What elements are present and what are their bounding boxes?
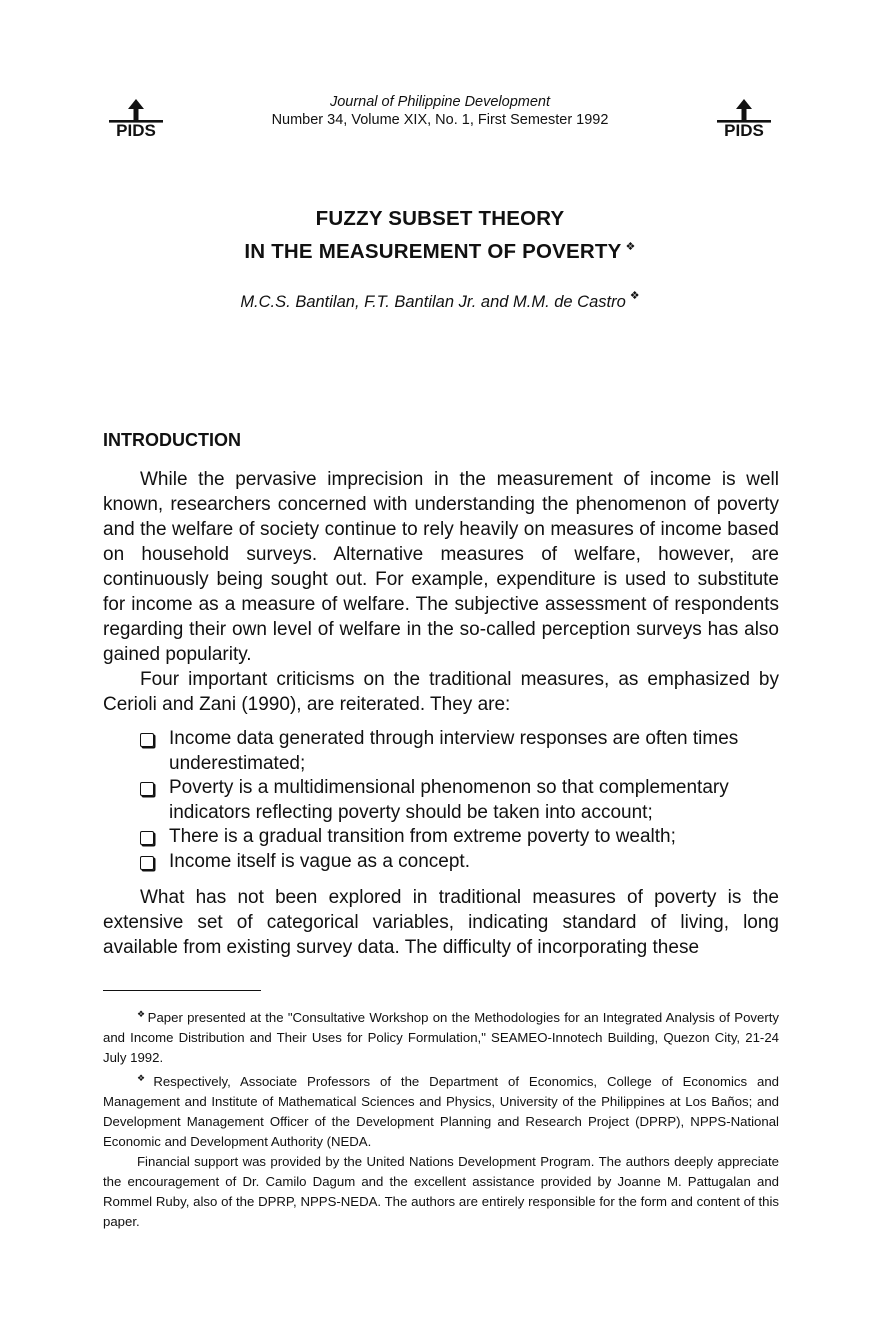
footnote-3-text: Financial support was provided by the United Nations Development Program. The authors deeply appreciate the encouragement of Dr. Camilo Dagum and the excellent assistance provided by Joanne M. Pattugalan and Rommel Ruby, also of the DPRP, NPPS-NEDA. The authors are entirely responsible for the form and content of this paper. bbox=[103, 1154, 779, 1229]
footnote-2-text: Respectively, Associate Professors of the Department of Economics, College of Economics and Management and Institute of Mathematical Sciences and Physics, University of the Philippines at Los Baños; and Development Management Officer of the Development Planning and Research Project (DPRP), NPPS-National Economic and Development Authority (NEDA. bbox=[103, 1074, 779, 1149]
pids-logo-left bbox=[106, 98, 166, 138]
article-authors bbox=[150, 285, 730, 313]
footnote-1-text: Paper presented at the "Consultative Workshop on the Methodologies for an Integrated Analysis of Poverty and Income Distribution and Their Uses for Policy Formulation," SEAMEO-Innotech Building, Quezon City, 21-24 July 1992. bbox=[103, 1010, 779, 1065]
footnote-2 bbox=[103, 1068, 779, 1152]
intro-paragraph-1: While the pervasive imprecision in the measurement of income is well known, researchers concerned with understanding the phenomenon of poverty and the welfare of society continue to rely heavily on measures of income based on household surveys. Alternative measures of welfare, however, are continuously being sought out. For example, expenditure is used to substitute for income as a measure of welfare. The subjective assessment of respondents regarding their own level of welfare in the so-called perception surveys has also gained popularity. bbox=[103, 469, 779, 665]
pids-logo-left-graphic bbox=[106, 98, 166, 138]
list-item-text: Income itself is vague as a concept. bbox=[169, 850, 470, 872]
authors-footnote-mark: ❖ bbox=[629, 290, 640, 302]
footnotes bbox=[103, 1004, 779, 1232]
authors-text: M.C.S. Bantilan, F.T. Bantilan Jr. and M.M. de Castro bbox=[240, 293, 626, 311]
checkbox-bullet-icon bbox=[140, 733, 154, 747]
section-heading: INTRODUCTION bbox=[103, 430, 241, 450]
intro-paragraph-3: What has not been explored in traditional measures of poverty is the extensive set of categorical variables, indicating standard of living, long available from existing survey data. The difficulty of incorporating these bbox=[103, 887, 779, 958]
list-item bbox=[140, 850, 780, 875]
pids-logo-left-text: PIDS bbox=[116, 121, 156, 138]
criticisms-list bbox=[140, 727, 780, 874]
list-item bbox=[140, 727, 780, 776]
pids-logo-right-text: PIDS bbox=[724, 121, 764, 138]
title-footnote-mark: ❖ bbox=[625, 241, 636, 253]
article-title bbox=[150, 205, 730, 266]
title-line-2: IN THE MEASUREMENT OF POVERTY bbox=[244, 240, 622, 263]
checkbox-bullet-icon bbox=[140, 782, 154, 796]
title-line-1: FUZZY SUBSET THEORY bbox=[315, 207, 565, 230]
journal-name: Journal of Philippine Development bbox=[329, 94, 551, 110]
footnote-2-mark: ❖ bbox=[137, 1073, 152, 1083]
journal-issue: Number 34, Volume XIX, No. 1, First Semester 1992 bbox=[271, 112, 609, 128]
pids-logo-right-graphic bbox=[714, 98, 774, 138]
list-item-text: There is a gradual transition from extreme poverty to wealth; bbox=[169, 826, 676, 847]
journal-header bbox=[200, 93, 680, 129]
intro-paragraph-2: Four important criticisms on the traditional measures, as emphasized by Cerioli and Zani (1990), are reiterated. They are: bbox=[103, 669, 779, 715]
list-item bbox=[140, 825, 780, 850]
checkbox-bullet-icon bbox=[140, 831, 154, 845]
list-item bbox=[140, 776, 780, 825]
list-item-text: Poverty is a multidimensional phenomenon so that complementary indicators reflecting poverty should be taken into account; bbox=[169, 777, 729, 823]
footnote-divider bbox=[103, 990, 261, 991]
footnote-3 bbox=[103, 1152, 779, 1232]
pids-logo-right bbox=[714, 98, 774, 138]
footnote-1 bbox=[103, 1004, 779, 1068]
footnote-1-mark: ❖ bbox=[137, 1009, 146, 1019]
checkbox-bullet-icon bbox=[140, 856, 154, 870]
list-item-text: Income data generated through interview responses are often times underestimated; bbox=[169, 728, 739, 774]
title-line-2-wrap bbox=[150, 233, 730, 266]
